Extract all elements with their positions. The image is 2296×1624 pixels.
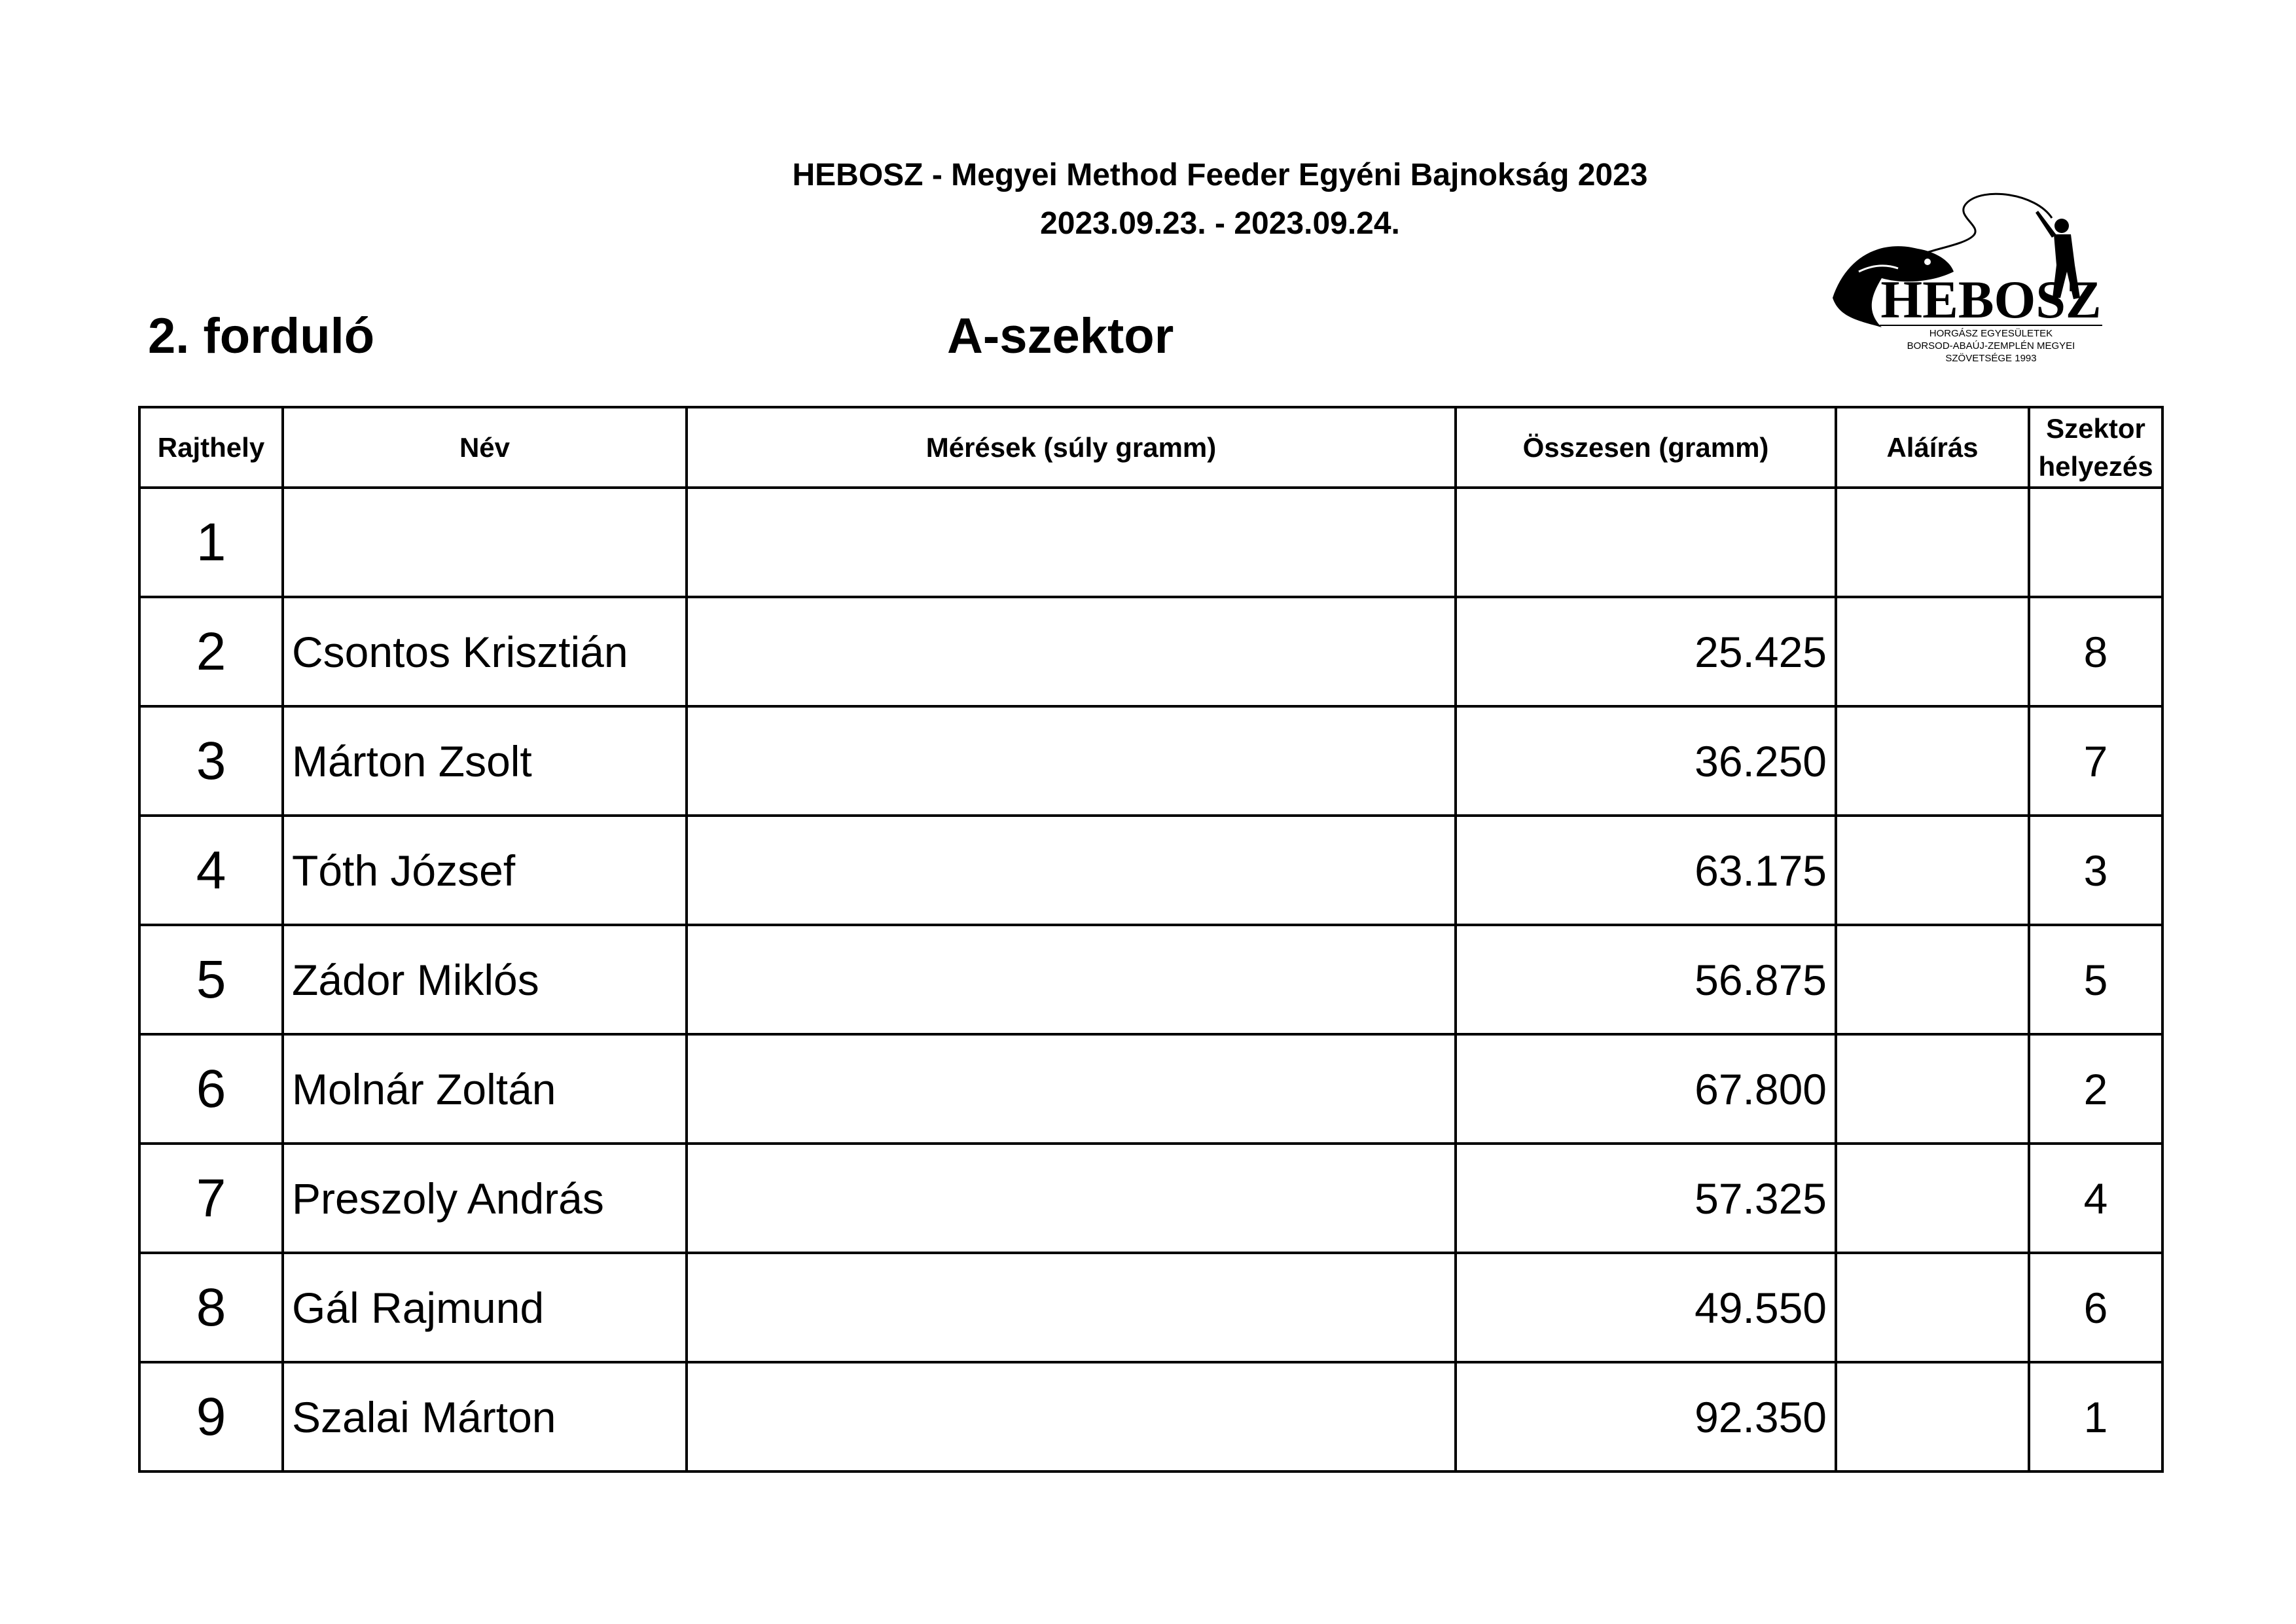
table-row: [139, 1144, 2162, 1253]
cell-meresek: [687, 925, 1456, 1034]
cell-osszesen: [1456, 488, 1836, 597]
cell-nev: Gál Rajmund: [283, 1253, 687, 1362]
cell-alairas: [1836, 1362, 2029, 1471]
cell-helyezes: [2029, 488, 2162, 597]
cell-nev: [283, 488, 687, 597]
cell-meresek: [687, 1144, 1456, 1253]
cell-meresek: [687, 1253, 1456, 1362]
col-header-szektor-helyezes: Szektor helyezés: [2029, 407, 2162, 488]
cell-helyezes: 4: [2029, 1144, 2162, 1253]
cell-rajthely: 8: [139, 1253, 283, 1362]
sector-label: A-szektor: [947, 308, 1174, 364]
cell-meresek: [687, 1034, 1456, 1144]
cell-rajthely: 9: [139, 1362, 283, 1471]
cell-nev: Tóth József: [283, 816, 687, 925]
cell-rajthely: 1: [139, 488, 283, 597]
cell-rajthely: 5: [139, 925, 283, 1034]
logo-subtitle-1: HORGÁSZ EGYESÜLETEK: [1929, 328, 2053, 339]
logo-wordmark: HEBOSZ: [1880, 270, 2102, 329]
cell-rajthely: 4: [139, 816, 283, 925]
cell-helyezes: 2: [2029, 1034, 2162, 1144]
cell-nev: Márton Zsolt: [283, 706, 687, 816]
cell-meresek: [687, 1362, 1456, 1471]
col-header-alairas: Aláírás: [1836, 407, 2029, 488]
table-row: [139, 816, 2162, 925]
cell-nev: Zádor Miklós: [283, 925, 687, 1034]
hebosz-logo: [1820, 187, 2108, 367]
table-row: [139, 1253, 2162, 1362]
cell-osszesen: 36.250: [1456, 706, 1836, 816]
document-title: HEBOSZ - Megyei Method Feeder Egyéni Bajnokság 2023: [792, 158, 1648, 192]
cell-alairas: [1836, 816, 2029, 925]
table-row: [139, 925, 2162, 1034]
cell-alairas: [1836, 488, 2029, 597]
cell-rajthely: 7: [139, 1144, 283, 1253]
table-row: [139, 1034, 2162, 1144]
cell-osszesen: 57.325: [1456, 1144, 1836, 1253]
cell-osszesen: 25.425: [1456, 597, 1836, 706]
table-row: [139, 488, 2162, 597]
document-dates: 2023.09.23. - 2023.09.24.: [1040, 206, 1400, 241]
col-header-osszesen: Összesen (gramm): [1456, 407, 1836, 488]
cell-helyezes: 3: [2029, 816, 2162, 925]
cell-rajthely: 2: [139, 597, 283, 706]
cell-osszesen: 56.875: [1456, 925, 1836, 1034]
cell-osszesen: 67.800: [1456, 1034, 1836, 1144]
cell-meresek: [687, 488, 1456, 597]
cell-meresek: [687, 597, 1456, 706]
col-header-meresek: Mérések (súly gramm): [687, 407, 1456, 488]
cell-alairas: [1836, 1253, 2029, 1362]
cell-rajthely: 6: [139, 1034, 283, 1144]
cell-meresek: [687, 706, 1456, 816]
cell-meresek: [687, 816, 1456, 925]
round-label: 2. forduló: [148, 308, 375, 364]
cell-alairas: [1836, 925, 2029, 1034]
logo-subtitle-2: BORSOD-ABAÚJ-ZEMPLÉN MEGYEI: [1907, 340, 2075, 352]
col-header-nev: Név: [283, 407, 687, 488]
cell-alairas: [1836, 706, 2029, 816]
cell-nev: Preszoly András: [283, 1144, 687, 1253]
cell-nev: Szalai Márton: [283, 1362, 687, 1471]
cell-osszesen: 49.550: [1456, 1253, 1836, 1362]
cell-osszesen: 63.175: [1456, 816, 1836, 925]
cell-alairas: [1836, 597, 2029, 706]
cell-alairas: [1836, 1144, 2029, 1253]
results-table: [138, 406, 2164, 1473]
cell-helyezes: 6: [2029, 1253, 2162, 1362]
cell-osszesen: 92.350: [1456, 1362, 1836, 1471]
cell-alairas: [1836, 1034, 2029, 1144]
cell-helyezes: 7: [2029, 706, 2162, 816]
cell-helyezes: 1: [2029, 1362, 2162, 1471]
table-row: [139, 597, 2162, 706]
cell-nev: Molnár Zoltán: [283, 1034, 687, 1144]
cell-rajthely: 3: [139, 706, 283, 816]
cell-nev: Csontos Krisztián: [283, 597, 687, 706]
table-row: [139, 1362, 2162, 1471]
col-header-rajthely: Rajthely: [139, 407, 283, 488]
cell-helyezes: 5: [2029, 925, 2162, 1034]
table-row: [139, 706, 2162, 816]
table-header-row: [139, 407, 2162, 488]
logo-subtitle-3: SZÖVETSÉGE 1993: [1945, 353, 2037, 364]
cell-helyezes: 8: [2029, 597, 2162, 706]
